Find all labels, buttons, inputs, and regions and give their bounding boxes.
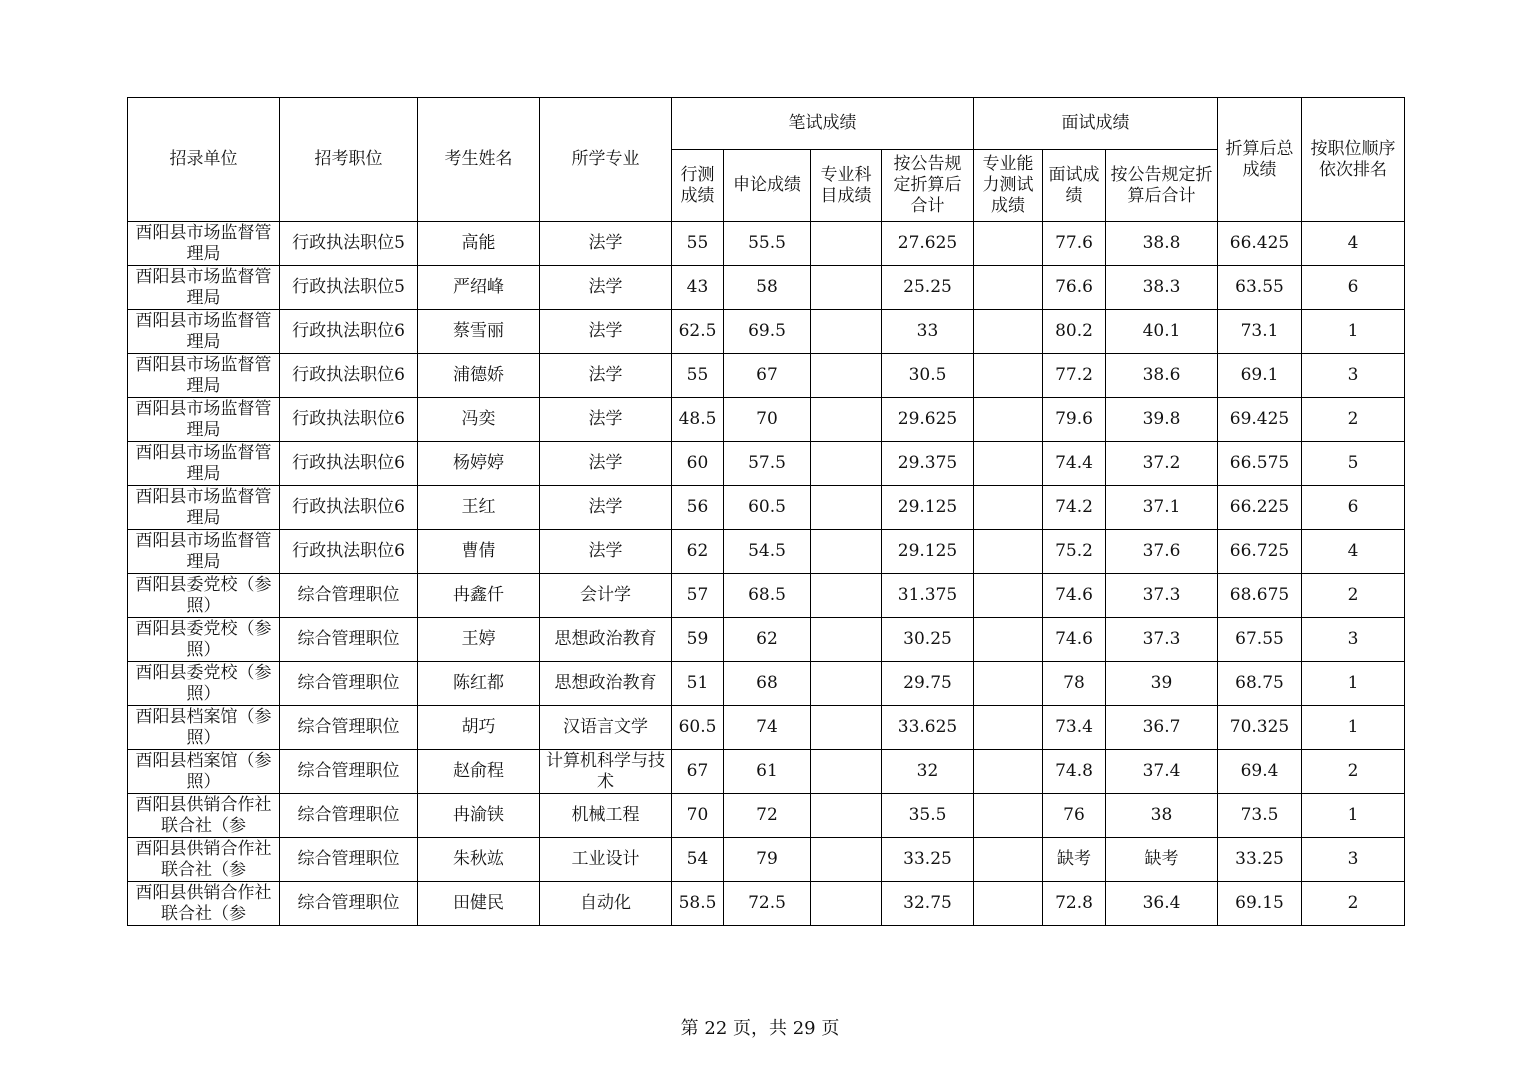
cell-major: 汉语言文学 [540, 706, 672, 750]
cell-professional [811, 530, 882, 574]
cell-interview: 74.2 [1043, 486, 1106, 530]
cell-unit-text: 酉阳县市场监督管理局 [135, 354, 272, 396]
table-row [128, 750, 1405, 794]
table-row [128, 662, 1405, 706]
cell-unit [128, 530, 280, 574]
table-row [128, 794, 1405, 838]
cell-position: 综合管理职位 [280, 662, 418, 706]
cell-name: 赵俞程 [418, 750, 540, 794]
header-professional: 专业科目成绩 [811, 150, 882, 222]
cell-position: 行政执法职位6 [280, 310, 418, 354]
cell-final-total: 66.225 [1218, 486, 1302, 530]
cell-interview-total: 39.8 [1106, 398, 1218, 442]
table-row [128, 530, 1405, 574]
cell-shenlun: 67 [724, 354, 811, 398]
cell-interview-total: 37.6 [1106, 530, 1218, 574]
cell-xingce: 60.5 [672, 706, 724, 750]
cell-written-total: 31.375 [882, 574, 974, 618]
cell-rank: 4 [1302, 530, 1405, 574]
cell-professional [811, 882, 882, 926]
cell-shenlun: 68 [724, 662, 811, 706]
cell-written-total: 29.125 [882, 530, 974, 574]
header-position: 招考职位 [280, 98, 418, 222]
cell-position: 综合管理职位 [280, 574, 418, 618]
cell-position: 行政执法职位5 [280, 222, 418, 266]
cell-major: 法学 [540, 442, 672, 486]
cell-ability [974, 442, 1043, 486]
cell-major: 工业设计 [540, 838, 672, 882]
header-xingce: 行测成绩 [672, 150, 724, 222]
cell-name: 田健民 [418, 882, 540, 926]
cell-professional [811, 486, 882, 530]
cell-name: 胡巧 [418, 706, 540, 750]
cell-unit-text: 酉阳县市场监督管理局 [135, 442, 272, 484]
cell-major: 会计学 [540, 574, 672, 618]
cell-interview-total: 40.1 [1106, 310, 1218, 354]
cell-position: 综合管理职位 [280, 618, 418, 662]
cell-rank: 1 [1302, 662, 1405, 706]
cell-interview-total: 36.7 [1106, 706, 1218, 750]
table-row [128, 354, 1405, 398]
cell-written-total: 25.25 [882, 266, 974, 310]
cell-written-total: 30.5 [882, 354, 974, 398]
cell-unit [128, 838, 280, 882]
cell-unit-text: 酉阳县市场监督管理局 [135, 530, 272, 572]
cell-position: 行政执法职位6 [280, 398, 418, 442]
cell-professional [811, 662, 882, 706]
cell-final-total: 33.25 [1218, 838, 1302, 882]
table-row [128, 266, 1405, 310]
table-body [128, 222, 1405, 926]
cell-interview: 缺考 [1043, 838, 1106, 882]
cell-name: 曹倩 [418, 530, 540, 574]
cell-unit-text: 酉阳县供销合作社联合社（参 [135, 838, 272, 880]
cell-major: 法学 [540, 486, 672, 530]
cell-position: 行政执法职位6 [280, 442, 418, 486]
table-row [128, 706, 1405, 750]
cell-major: 自动化 [540, 882, 672, 926]
cell-major: 机械工程 [540, 794, 672, 838]
cell-written-total: 33 [882, 310, 974, 354]
table-row [128, 838, 1405, 882]
cell-rank: 4 [1302, 222, 1405, 266]
cell-unit-text: 酉阳县委党校（参照） [135, 574, 272, 616]
cell-professional [811, 310, 882, 354]
header-interview: 面试成绩 [1043, 150, 1106, 222]
cell-interview-total: 39 [1106, 662, 1218, 706]
cell-interview-total: 38.6 [1106, 354, 1218, 398]
cell-xingce: 60 [672, 442, 724, 486]
cell-major: 法学 [540, 398, 672, 442]
cell-unit [128, 486, 280, 530]
cell-shenlun: 58 [724, 266, 811, 310]
cell-final-total: 69.1 [1218, 354, 1302, 398]
cell-unit [128, 222, 280, 266]
cell-name: 王婷 [418, 618, 540, 662]
table-row [128, 310, 1405, 354]
cell-final-total: 66.575 [1218, 442, 1302, 486]
cell-ability [974, 310, 1043, 354]
cell-unit-text: 酉阳县供销合作社联合社（参 [135, 882, 272, 924]
cell-unit [128, 882, 280, 926]
cell-unit-text: 酉阳县市场监督管理局 [135, 266, 272, 308]
cell-unit-text: 酉阳县供销合作社联合社（参 [135, 794, 272, 836]
cell-final-total: 63.55 [1218, 266, 1302, 310]
cell-shenlun: 74 [724, 706, 811, 750]
cell-rank: 2 [1302, 750, 1405, 794]
cell-written-total: 29.625 [882, 398, 974, 442]
cell-major: 思想政治教育 [540, 662, 672, 706]
cell-final-total: 73.1 [1218, 310, 1302, 354]
cell-xingce: 62 [672, 530, 724, 574]
cell-position: 综合管理职位 [280, 706, 418, 750]
cell-unit-text: 酉阳县档案馆（参照） [135, 750, 272, 792]
score-table [127, 97, 1405, 926]
cell-written-total: 27.625 [882, 222, 974, 266]
cell-final-total: 68.675 [1218, 574, 1302, 618]
cell-interview-total: 37.4 [1106, 750, 1218, 794]
cell-written-total: 29.75 [882, 662, 974, 706]
cell-ability [974, 662, 1043, 706]
table-row [128, 574, 1405, 618]
cell-position: 综合管理职位 [280, 794, 418, 838]
cell-ability [974, 618, 1043, 662]
cell-written-total: 32.75 [882, 882, 974, 926]
header-ability: 专业能力测试成绩 [974, 150, 1043, 222]
cell-final-total: 69.425 [1218, 398, 1302, 442]
cell-shenlun: 57.5 [724, 442, 811, 486]
cell-interview-total: 38.8 [1106, 222, 1218, 266]
cell-interview: 74.6 [1043, 574, 1106, 618]
cell-major: 法学 [540, 310, 672, 354]
cell-ability [974, 882, 1043, 926]
cell-position: 综合管理职位 [280, 838, 418, 882]
cell-unit [128, 398, 280, 442]
cell-unit [128, 310, 280, 354]
cell-professional [811, 794, 882, 838]
cell-rank: 5 [1302, 442, 1405, 486]
cell-final-total: 68.75 [1218, 662, 1302, 706]
cell-major: 法学 [540, 354, 672, 398]
cell-final-total: 67.55 [1218, 618, 1302, 662]
cell-interview: 73.4 [1043, 706, 1106, 750]
cell-name: 陈红都 [418, 662, 540, 706]
cell-shenlun: 72.5 [724, 882, 811, 926]
cell-rank: 6 [1302, 266, 1405, 310]
cell-unit-text: 酉阳县市场监督管理局 [135, 398, 272, 440]
cell-interview: 72.8 [1043, 882, 1106, 926]
table-row [128, 222, 1405, 266]
cell-xingce: 62.5 [672, 310, 724, 354]
cell-ability [974, 530, 1043, 574]
cell-shenlun: 68.5 [724, 574, 811, 618]
cell-interview: 74.8 [1043, 750, 1106, 794]
cell-final-total: 73.5 [1218, 794, 1302, 838]
cell-final-total: 69.15 [1218, 882, 1302, 926]
cell-unit [128, 662, 280, 706]
cell-ability [974, 266, 1043, 310]
cell-interview: 76.6 [1043, 266, 1106, 310]
cell-professional [811, 574, 882, 618]
cell-rank: 2 [1302, 574, 1405, 618]
header-name: 考生姓名 [418, 98, 540, 222]
cell-ability [974, 750, 1043, 794]
cell-interview-total: 37.3 [1106, 618, 1218, 662]
cell-name: 冉渝铗 [418, 794, 540, 838]
cell-shenlun: 54.5 [724, 530, 811, 574]
cell-ability [974, 706, 1043, 750]
cell-rank: 1 [1302, 706, 1405, 750]
cell-unit-text: 酉阳县档案馆（参照） [135, 706, 272, 748]
cell-rank: 1 [1302, 794, 1405, 838]
cell-position: 行政执法职位6 [280, 486, 418, 530]
cell-name: 冉鑫仟 [418, 574, 540, 618]
header-written-group: 笔试成绩 [672, 98, 974, 150]
cell-ability [974, 486, 1043, 530]
cell-xingce: 58.5 [672, 882, 724, 926]
cell-unit [128, 794, 280, 838]
cell-ability [974, 838, 1043, 882]
table-row [128, 486, 1405, 530]
cell-name: 朱秋竑 [418, 838, 540, 882]
page-footer: 第 22 页，共 29 页 [680, 1018, 840, 1039]
cell-unit-text: 酉阳县市场监督管理局 [135, 222, 272, 264]
header-major: 所学专业 [540, 98, 672, 222]
cell-interview: 74.6 [1043, 618, 1106, 662]
cell-professional [811, 750, 882, 794]
table-row [128, 398, 1405, 442]
cell-written-total: 29.125 [882, 486, 974, 530]
cell-interview-total: 37.3 [1106, 574, 1218, 618]
cell-final-total: 66.725 [1218, 530, 1302, 574]
cell-ability [974, 354, 1043, 398]
table-row [128, 442, 1405, 486]
header-final-total: 折算后总成绩 [1218, 98, 1302, 222]
cell-unit [128, 574, 280, 618]
cell-interview: 78 [1043, 662, 1106, 706]
cell-interview: 75.2 [1043, 530, 1106, 574]
cell-shenlun: 60.5 [724, 486, 811, 530]
cell-final-total: 69.4 [1218, 750, 1302, 794]
cell-interview: 77.2 [1043, 354, 1106, 398]
cell-written-total: 35.5 [882, 794, 974, 838]
cell-position: 行政执法职位6 [280, 530, 418, 574]
cell-shenlun: 72 [724, 794, 811, 838]
cell-ability [974, 398, 1043, 442]
cell-xingce: 57 [672, 574, 724, 618]
cell-professional [811, 354, 882, 398]
cell-major: 法学 [540, 266, 672, 310]
cell-xingce: 43 [672, 266, 724, 310]
cell-xingce: 51 [672, 662, 724, 706]
cell-shenlun: 69.5 [724, 310, 811, 354]
cell-interview: 80.2 [1043, 310, 1106, 354]
table-row [128, 882, 1405, 926]
cell-name: 严绍峰 [418, 266, 540, 310]
cell-name: 蔡雪丽 [418, 310, 540, 354]
cell-rank: 2 [1302, 882, 1405, 926]
cell-unit [128, 618, 280, 662]
cell-unit [128, 706, 280, 750]
cell-interview-total: 38 [1106, 794, 1218, 838]
cell-unit [128, 442, 280, 486]
cell-major: 思想政治教育 [540, 618, 672, 662]
cell-professional [811, 266, 882, 310]
cell-unit-text: 酉阳县市场监督管理局 [135, 310, 272, 352]
cell-written-total: 32 [882, 750, 974, 794]
header-rank: 按职位顺序依次排名 [1302, 98, 1405, 222]
cell-interview: 79.6 [1043, 398, 1106, 442]
cell-name: 杨婷婷 [418, 442, 540, 486]
cell-rank: 2 [1302, 398, 1405, 442]
cell-xingce: 54 [672, 838, 724, 882]
cell-rank: 6 [1302, 486, 1405, 530]
cell-final-total: 66.425 [1218, 222, 1302, 266]
cell-xingce: 56 [672, 486, 724, 530]
cell-interview-total: 37.1 [1106, 486, 1218, 530]
cell-professional [811, 706, 882, 750]
cell-shenlun: 55.5 [724, 222, 811, 266]
cell-name: 冯奕 [418, 398, 540, 442]
cell-rank: 1 [1302, 310, 1405, 354]
cell-name: 高能 [418, 222, 540, 266]
cell-rank: 3 [1302, 354, 1405, 398]
cell-name: 浦德娇 [418, 354, 540, 398]
cell-ability [974, 222, 1043, 266]
cell-written-total: 29.375 [882, 442, 974, 486]
cell-unit-text: 酉阳县委党校（参照） [135, 662, 272, 704]
header-interview-group: 面试成绩 [974, 98, 1218, 150]
cell-major: 法学 [540, 530, 672, 574]
cell-ability [974, 794, 1043, 838]
cell-rank: 3 [1302, 838, 1405, 882]
cell-shenlun: 70 [724, 398, 811, 442]
header-shenlun: 申论成绩 [724, 150, 811, 222]
cell-xingce: 59 [672, 618, 724, 662]
cell-interview: 77.6 [1043, 222, 1106, 266]
cell-xingce: 67 [672, 750, 724, 794]
cell-position: 行政执法职位6 [280, 354, 418, 398]
cell-interview-total: 38.3 [1106, 266, 1218, 310]
cell-xingce: 70 [672, 794, 724, 838]
header-interview-total: 按公告规定折算后合计 [1106, 150, 1218, 222]
header-written-total: 按公告规定折算后合计 [882, 150, 974, 222]
cell-position: 综合管理职位 [280, 750, 418, 794]
cell-interview-total: 37.2 [1106, 442, 1218, 486]
header-unit: 招录单位 [128, 98, 280, 222]
cell-major: 计算机科学与技术 [540, 750, 672, 794]
cell-ability [974, 574, 1043, 618]
cell-position: 行政执法职位5 [280, 266, 418, 310]
cell-xingce: 48.5 [672, 398, 724, 442]
cell-name: 王红 [418, 486, 540, 530]
cell-interview-total: 36.4 [1106, 882, 1218, 926]
cell-unit-text: 酉阳县市场监督管理局 [135, 486, 272, 528]
cell-unit-text: 酉阳县委党校（参照） [135, 618, 272, 660]
cell-unit [128, 266, 280, 310]
cell-unit [128, 354, 280, 398]
cell-position: 综合管理职位 [280, 882, 418, 926]
cell-xingce: 55 [672, 222, 724, 266]
cell-shenlun: 61 [724, 750, 811, 794]
cell-xingce: 55 [672, 354, 724, 398]
cell-major: 法学 [540, 222, 672, 266]
cell-interview: 74.4 [1043, 442, 1106, 486]
cell-professional [811, 618, 882, 662]
cell-shenlun: 62 [724, 618, 811, 662]
cell-professional [811, 398, 882, 442]
cell-professional [811, 442, 882, 486]
table-row [128, 618, 1405, 662]
cell-final-total: 70.325 [1218, 706, 1302, 750]
cell-interview-total: 缺考 [1106, 838, 1218, 882]
cell-written-total: 33.25 [882, 838, 974, 882]
cell-interview: 76 [1043, 794, 1106, 838]
cell-written-total: 33.625 [882, 706, 974, 750]
cell-shenlun: 79 [724, 838, 811, 882]
cell-rank: 3 [1302, 618, 1405, 662]
cell-professional [811, 838, 882, 882]
cell-professional [811, 222, 882, 266]
cell-written-total: 30.25 [882, 618, 974, 662]
cell-unit [128, 750, 280, 794]
